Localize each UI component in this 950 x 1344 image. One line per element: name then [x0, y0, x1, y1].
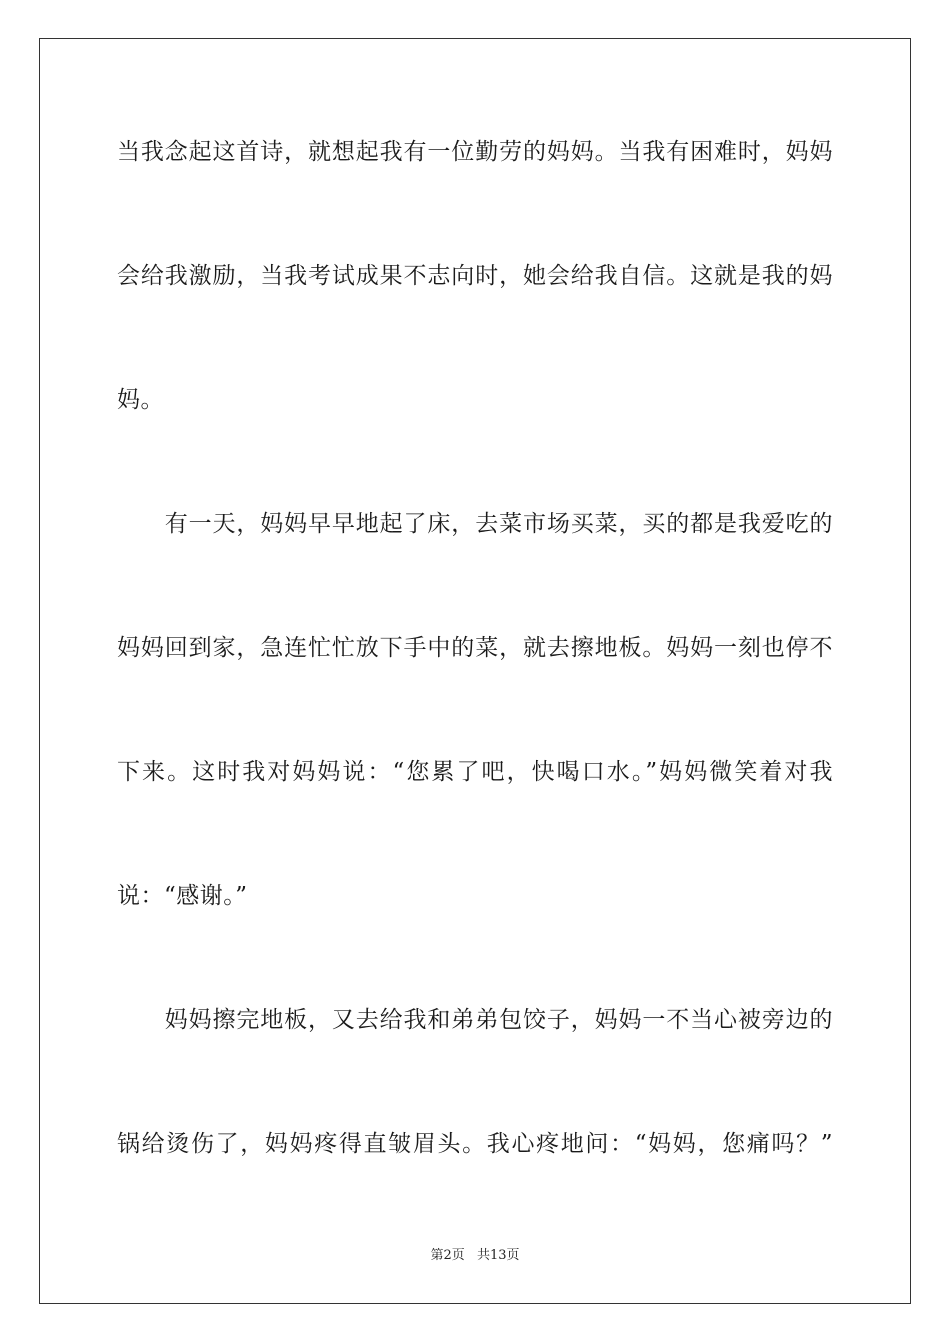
- text-line-5: 妈妈回到家，急连忙忙放下手中的菜，就去擦地板。妈妈一刻也停不: [117, 635, 833, 661]
- text-line-1: 当我念起这首诗，就想起我有一位勤劳的妈妈。当我有困难时，妈妈: [117, 139, 833, 165]
- text-line-9: 锅给烫伤了，妈妈疼得直皱眉头。我心疼地问：“妈妈，您痛吗？”: [117, 1131, 833, 1157]
- current-page-number: 第2页: [430, 1248, 465, 1263]
- page-footer: [0, 1247, 950, 1265]
- text-line-2: 会给我激励，当我考试成果不志向时，她会给我自信。这就是我的妈: [117, 263, 833, 289]
- text-line-4: 有一天，妈妈早早地起了床，去菜市场买菜，买的都是我爱吃的: [117, 511, 833, 537]
- page-border: [39, 38, 911, 1304]
- text-line-8: 妈妈擦完地板，又去给我和弟弟包饺子，妈妈一不当心被旁边的: [117, 1007, 833, 1033]
- total-page-count: 共13页: [476, 1248, 520, 1263]
- text-line-3: 妈。: [117, 387, 164, 413]
- text-line-7: 说：“感谢。”: [117, 883, 248, 909]
- text-line-6: 下来。这时我对妈妈说：“您累了吧，快喝口水。”妈妈微笑着对我: [117, 759, 833, 785]
